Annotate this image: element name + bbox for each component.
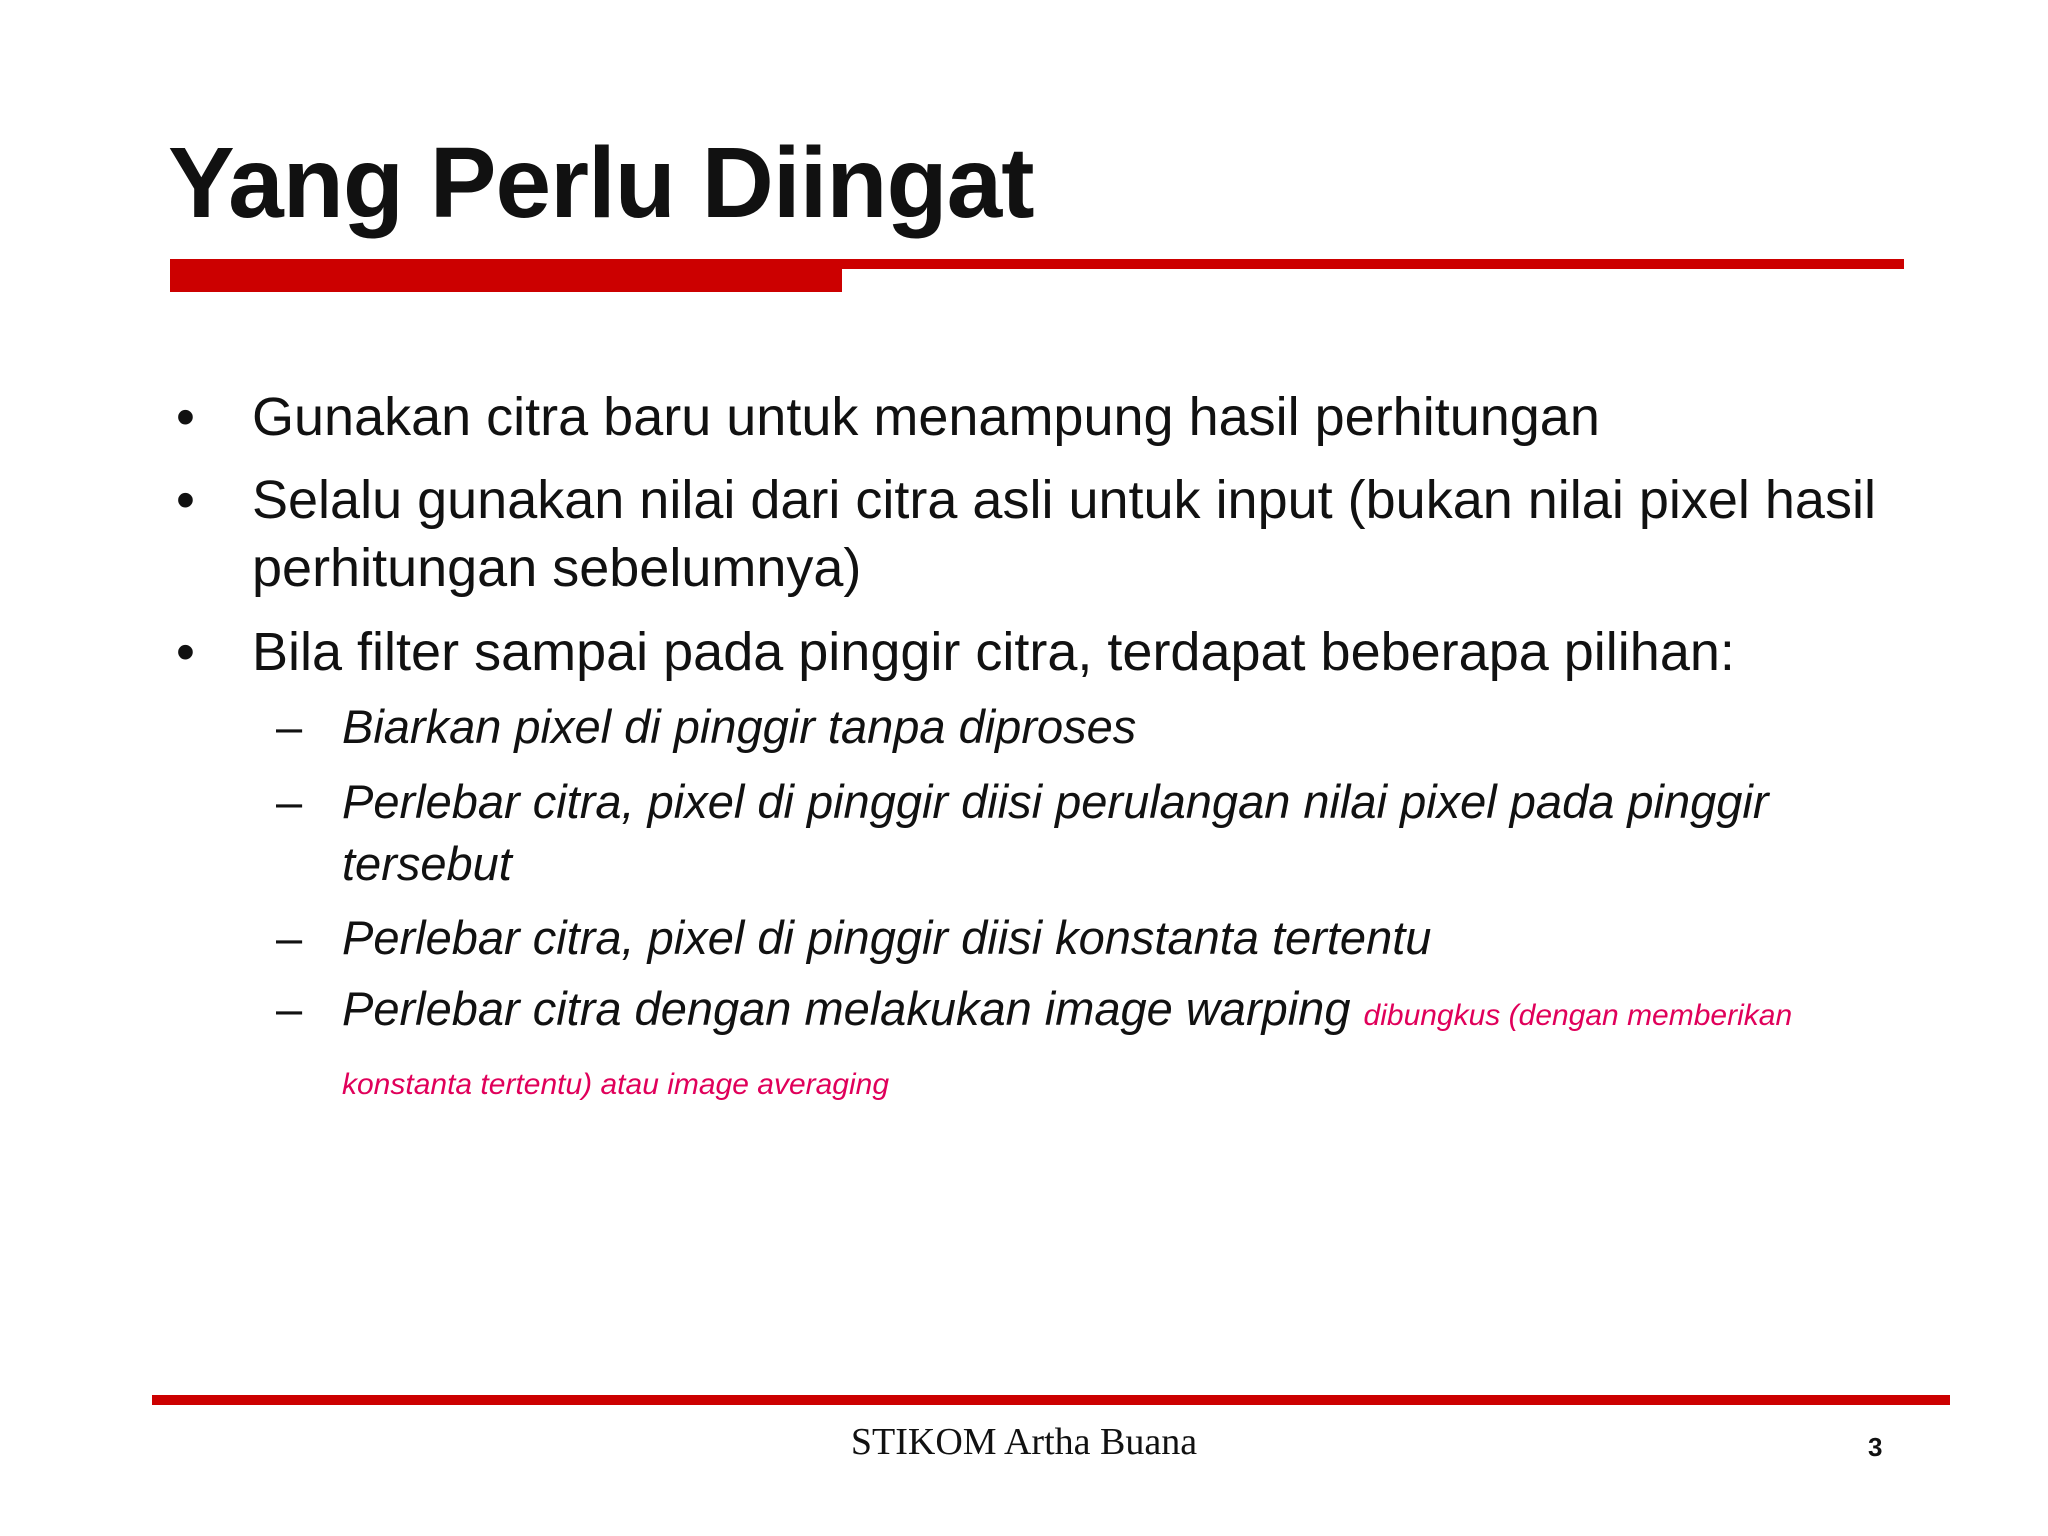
sub-bullet-marker: –	[276, 982, 303, 1035]
bullet-marker: •	[176, 622, 195, 682]
bullet-marker: •	[176, 387, 195, 447]
footer-text: STIKOM Artha Buana	[850, 1421, 1198, 1463]
bullet-marker: •	[176, 470, 195, 530]
sub-bullet-text: Perlebar citra, pixel di pinggir diisi perulangan nilai pixel pada pinggir tersebut	[342, 775, 1769, 890]
bullet-text: Bila filter sampai pada pinggir citra, terdapat beberapa pilihan:	[252, 622, 1735, 682]
page-number: 3	[1868, 1432, 1883, 1462]
slide-title: Yang Perlu Diingat	[168, 127, 1034, 239]
sub-bullet-text: Perlebar citra, pixel di pinggir diisi konstanta tertentu	[342, 911, 1432, 964]
sub-bullet-with-note	[342, 978, 1922, 1116]
sub-bullet-marker: –	[276, 700, 303, 753]
bullet-text: Selalu gunakan nilai dari citra asli untuk input (bukan nilai pixel hasil perhitungan sebelumnya)	[252, 470, 1876, 598]
bullet-text: Gunakan citra baru untuk menampung hasil perhitungan	[252, 387, 1600, 447]
sub-bullet-text: Biarkan pixel di pinggir tanpa diproses	[342, 700, 1137, 753]
sub-bullet-marker: –	[276, 775, 303, 828]
sub-bullet-marker: –	[276, 911, 303, 964]
annotation-note: dibungkus (dengan memberikan konstanta tertentu) atau image averaging	[342, 999, 1793, 1101]
footer-rule	[152, 1395, 1950, 1405]
sub-bullet-text: Perlebar citra dengan melakukan image warping	[342, 982, 1351, 1035]
